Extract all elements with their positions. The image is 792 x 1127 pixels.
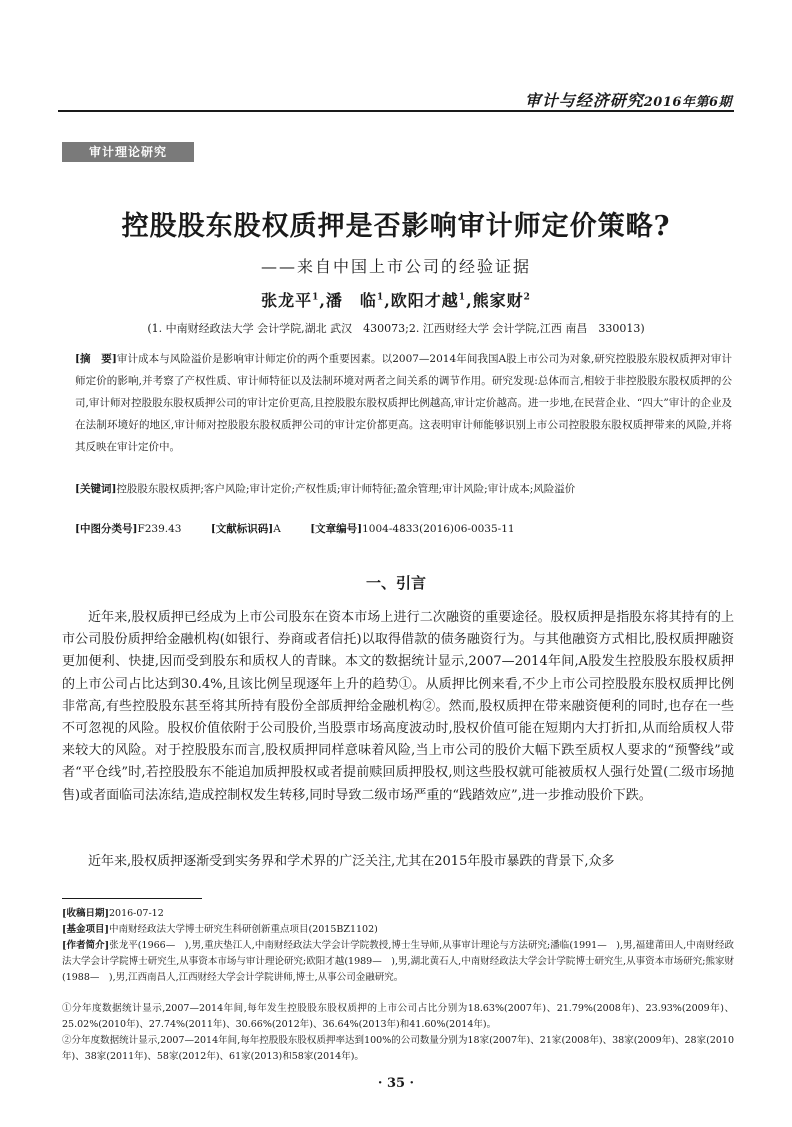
page-number: · 35 · [377, 1076, 415, 1091]
footnote-2: ②分年度数据统计显示,2007—2014年间,每年控股股东股权质押率达到100%的公司数量分别为18家(2007年)、21家(2008年)、38家(2009年)、28家(2010年)、38家(2011年)、58家(2012年)、61家(2013)和58家(2014年)。 [62, 1035, 734, 1062]
keywords-label: [关键词] [75, 483, 117, 495]
author-separator: , [319, 291, 326, 310]
fund-label: [基金项目] [62, 924, 109, 935]
abstract-label: [摘 要] [75, 353, 117, 365]
footnote-1: ①分年度数据统计显示,2007—2014年间,每年发生控股股东股权质押的上市公司占比分别为18.63%(2007年)、21.79%(2008年)、23.93%(2009年)、25.02%(2010年)、27.74%(2011年)、30.66%(2012年)、36.64%(2013年)和41.60%(2014年)。 [62, 1003, 734, 1030]
received-date-label: [收稿日期] [62, 908, 109, 919]
document-code-value: A [273, 523, 281, 535]
article-number-label: [文章编号] [310, 523, 363, 535]
article-title: 控股股东股权质押是否影响审计师定价策略? [121, 211, 671, 242]
keywords [75, 478, 732, 500]
affiliations: (1. 中南财经政法大学 会计学院,湖北 武汉 430073;2. 江西财经大学 会计学院,江西 南昌 330013) [147, 322, 645, 335]
section-heading: 一、引言 [365, 574, 426, 592]
document-code-label: [文献标识码] [210, 523, 274, 535]
article-subtitle: ——来自中国上市公司的经验证据 [260, 257, 531, 276]
author-name: 潘 临 [325, 291, 377, 310]
article-number-value: 1004-4833(2016)06-0035-11 [362, 523, 515, 535]
journal-header [525, 88, 732, 111]
article-number [310, 518, 514, 540]
author-bio-label: [作者简介] [62, 940, 110, 951]
footnote-fund [62, 922, 734, 938]
header-rule [58, 110, 734, 112]
abstract [75, 348, 732, 458]
author-name: 熊家财 [472, 291, 524, 310]
classification-line [75, 518, 732, 540]
author-affiliation-mark: 1 [458, 292, 467, 303]
footnote-rule [62, 898, 202, 899]
author-separator: , [384, 291, 391, 310]
body-paragraph: 近年来,股权质押逐渐受到实务界和学术界的广泛关注,尤其在2015年股市暴跌的背景下,众多 [88, 854, 615, 869]
author-name: 欧阳才越 [390, 291, 459, 310]
document-code [211, 518, 281, 540]
column-tag: 审计理论研究 [62, 142, 194, 162]
clc-label: [中图分类号] [75, 523, 138, 535]
body-paragraph: 近年来,股权质押已经成为上市公司股东在资本市场上进行二次融资的重要途径。股权质押是指股东将其持有的上市公司股份质押给金融机构(如银行、券商或者信托)以取得借款的债务融资行为。与其他融资方式相比,股权质押融资更加便利、快捷,因而受到股东和质权人的青睐。本文的数据统计显示,2007—2014年间,A股发生控股股东股权质押的上市公司占比达到30.4%,且该比例呈现逐年上升的趋势①。从质押比例来看,不少上市公司控股股东股权质押比例非常高,有些控股股东甚至将其所持有股份全部质押给金融机构②。然而,股权质押在带来融资便利的同时,也存在一些不可忽视的风险。股权价值依附于公司股价,当股票市场高度波动时,股权价值可能在短期内大打折扣,从而给质权人带来较大的风险。对于控股股东而言,股权质押同样意味着风险,当上市公司的股价大幅下跌至质权人要求的“预警线”或者“平仓线”时,若控股股东不能追加质押股权或者提前赎回质押股权,则这些股权就可能被质权人强行处置(二级市场抛售)或者面临司法冻结,造成控制权发生转移,同时导致二级市场严重的“践踏效应”,进一步推动股价下跌。 [62, 610, 734, 803]
author-bio-value: 张龙平(1966— ),男,重庆垫江人,中南财经政法大学会计学院教授,博士生导师,从事审计理论与方法研究;潘临(1991— ),男,福建莆田人,中南财经政法大学会计学院博士研究生,从事资本市场与审计理论研究;欧阳才越(1989— ),男,湖北黄石人,中南财经政法大学会计学院博士研究生,从事资本市场研究;熊家财(1988— ),男,江西南昌人,江西财经大学会计学院讲师,博士,从事公司金融研究。 [62, 940, 734, 983]
author-list [40, 288, 752, 311]
author-affiliation-mark: 1 [312, 292, 320, 303]
keywords-text: 控股股东股权质押;客户风险;审计定价;产权性质;审计师特征;盈余管理;审计风险;审计成本;风险溢价 [116, 483, 576, 495]
fund-value: 中南财经政法大学博士研究生科研创新重点项目(2015BZ1102) [109, 924, 378, 935]
author-affiliation-mark: 1 [376, 292, 385, 303]
clc-value: F239.43 [137, 523, 182, 535]
author-name: 张龙平 [261, 291, 313, 310]
footnote-received-date [62, 906, 734, 922]
journal-logo: 审计与经济研究 [524, 91, 644, 110]
journal-issue: 2016年第6期 [643, 95, 732, 110]
received-date-value: 2016-07-12 [109, 908, 164, 919]
clc-code [75, 518, 181, 540]
author-separator: , [466, 291, 473, 310]
footnote-author-bio [62, 938, 734, 985]
author-affiliation-mark: 2 [523, 292, 531, 303]
abstract-text: 审计成本与风险溢价是影响审计师定价的两个重要因素。以2007—2014年间我国A股上市公司为对象,研究控股股东股权质押对审计师定价的影响,并考察了产权性质、审计师特征以及法制环境对两者之间关系的调节作用。研究发现:总体而言,相较于非控股股东股权质押的公司,审计师对控股股东股权质押公司的审计定价更高,且控股股东股权质押比例越高,审计定价越高。进一步地,在民营企业、“四大”审计的企业及在法制环境好的地区,审计师对控股股东股权质押公司的审计定价都更高。这表明审计师能够识别上市公司控股股东股权质押带来的风险,并将其反映在审计定价中。 [75, 353, 732, 453]
